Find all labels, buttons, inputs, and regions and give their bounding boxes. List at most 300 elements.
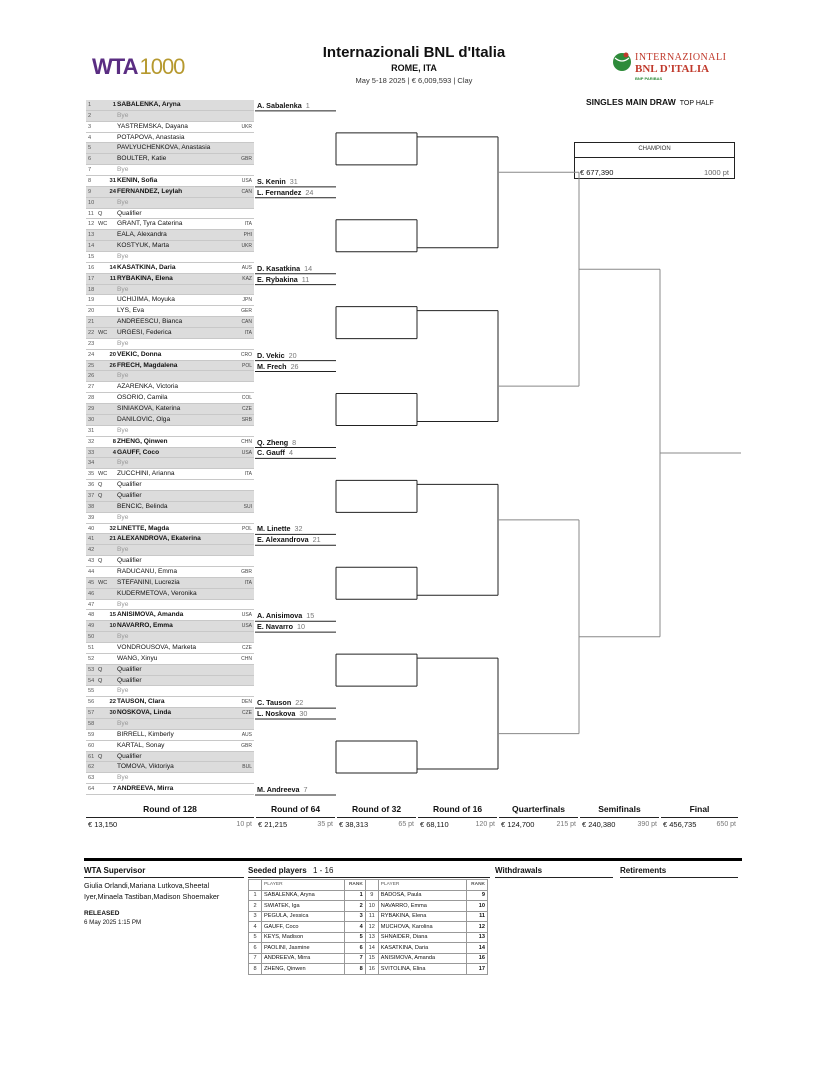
draw-position: 64 bbox=[88, 786, 95, 793]
draw-position: 63 bbox=[88, 775, 95, 782]
player-name: POTAPOVA, Anastasia bbox=[117, 133, 185, 141]
player-name: ALEXANDROVA, Ekaterina bbox=[117, 535, 201, 543]
player-name: RADUCANU, Emma bbox=[117, 567, 178, 575]
draw-position: 36 bbox=[88, 482, 95, 489]
seed-rank: 14 bbox=[467, 943, 488, 954]
draw-position: 13 bbox=[88, 232, 95, 239]
seed-num: 10 bbox=[365, 901, 378, 912]
seeded-title-text: Seeded players bbox=[248, 866, 307, 875]
winner-name: M. Andreeva bbox=[257, 785, 300, 795]
draw-position: 49 bbox=[88, 623, 95, 630]
nationality: CRO bbox=[240, 351, 252, 358]
seed-num: 12 bbox=[365, 922, 378, 933]
nationality: PHI bbox=[243, 232, 252, 239]
winner-name: L. Fernandez bbox=[257, 187, 302, 197]
draw-position: 5 bbox=[88, 145, 92, 152]
nationality: GER bbox=[241, 308, 252, 315]
draw-position: 59 bbox=[88, 731, 95, 738]
player-name: SABALENKA, Aryna bbox=[117, 101, 181, 108]
winner-seed: 21 bbox=[312, 535, 321, 545]
logo-sponsor: BNP PARIBAS bbox=[635, 76, 663, 81]
nationality: ITA bbox=[244, 579, 252, 586]
player-name: Qualifier bbox=[117, 752, 142, 760]
bye-label: Bye bbox=[117, 111, 129, 119]
entry-type: Q bbox=[98, 482, 103, 489]
seed-num: 15 bbox=[365, 953, 378, 964]
seed-row bbox=[249, 932, 488, 943]
seeded-players-table bbox=[248, 879, 488, 975]
ranking-points: 35 pt bbox=[317, 821, 333, 828]
seed-player: MUCHOVA, Karolina bbox=[378, 922, 466, 933]
player-name: SINIAKOVA, Katerina bbox=[117, 405, 181, 413]
round-header: Final bbox=[661, 802, 738, 818]
entry-type: WC bbox=[98, 471, 108, 478]
player-name: DANILOVIC, Olga bbox=[117, 415, 171, 423]
seed-rank: 6 bbox=[344, 943, 365, 954]
player-name: ZUCCHINI, Arianna bbox=[117, 470, 175, 478]
draw-position: 38 bbox=[88, 503, 95, 510]
nationality: UKR bbox=[241, 123, 252, 130]
nationality: CHN bbox=[241, 438, 252, 445]
player-name: NOSKOVA, Linda bbox=[117, 709, 172, 717]
seed-player: PEGULA, Jessica bbox=[262, 911, 345, 922]
bye-label: Bye bbox=[117, 774, 129, 782]
seed-number: 15 bbox=[109, 612, 116, 619]
draw-half: TOP HALF bbox=[679, 100, 714, 107]
entry-type: Q bbox=[98, 666, 103, 673]
bye-label: Bye bbox=[117, 339, 129, 347]
tournament-title: Internazionali BNL d'Italia bbox=[322, 44, 506, 61]
nationality: USA bbox=[241, 178, 252, 185]
entry-type: Q bbox=[98, 677, 103, 684]
player-name: ZHENG, Qinwen bbox=[117, 437, 168, 445]
seed-rank: 2 bbox=[344, 901, 365, 912]
winner-seed: 24 bbox=[305, 187, 314, 197]
player-name: STEFANINI, Lucrezia bbox=[117, 578, 180, 586]
seed-num: 3 bbox=[249, 911, 262, 922]
footer-divider bbox=[84, 858, 742, 861]
prize-money: € 456,735 bbox=[663, 820, 697, 829]
seed-number: 7 bbox=[112, 786, 116, 793]
champion-money: € 677,390 bbox=[580, 168, 614, 177]
draw-position: 61 bbox=[88, 753, 95, 760]
ranking-points: 120 pt bbox=[475, 821, 495, 828]
player-name: Qualifier bbox=[117, 665, 142, 673]
seed-rank: 12 bbox=[467, 922, 488, 933]
seed-row bbox=[249, 922, 488, 933]
seed-col-rank: RANK bbox=[467, 880, 488, 891]
entry-type: Q bbox=[98, 753, 103, 760]
draw-position: 53 bbox=[88, 666, 95, 673]
player-name: BOULTER, Katie bbox=[117, 155, 167, 163]
seed-num: 14 bbox=[365, 943, 378, 954]
player-name: URGESI, Federica bbox=[117, 329, 172, 337]
bye-label: Bye bbox=[117, 426, 129, 434]
logo-line1: INTERNAZIONALI bbox=[635, 52, 727, 63]
round-prize bbox=[661, 819, 738, 831]
seed-number: 24 bbox=[109, 188, 116, 195]
seed-num: 11 bbox=[365, 911, 378, 922]
seed-player: RYBAKINA, Elena bbox=[378, 911, 466, 922]
draw-position: 18 bbox=[88, 286, 95, 293]
winner-seed: 30 bbox=[299, 709, 308, 719]
entry-type: Q bbox=[98, 492, 103, 499]
seed-player: BADOSA, Paula bbox=[378, 890, 466, 901]
bye-label: Bye bbox=[117, 546, 129, 554]
nationality: USA bbox=[241, 612, 252, 619]
prize-money: € 21,215 bbox=[258, 820, 288, 829]
winner-name: D. Vekic bbox=[257, 350, 285, 360]
bye-label: Bye bbox=[117, 285, 129, 293]
tournament-dates: May 5-18 2025 | € 6,009,593 | Clay bbox=[355, 76, 473, 85]
winner-name: E. Navarro bbox=[257, 622, 293, 632]
draw-position: 60 bbox=[88, 742, 95, 749]
nationality: POL bbox=[241, 525, 252, 532]
winner-seed: 15 bbox=[306, 611, 315, 621]
bye-label: Bye bbox=[117, 600, 129, 608]
nationality: GBR bbox=[241, 568, 252, 575]
seed-player: ANISIMOVA, Amanda bbox=[378, 953, 466, 964]
entry-type: WC bbox=[98, 579, 108, 586]
draw-position: 9 bbox=[88, 188, 92, 195]
player-name: ANISIMOVA, Amanda bbox=[117, 611, 184, 619]
seed-player: ANDREEVA, Mirra bbox=[262, 953, 345, 964]
player-name: KASATKINA, Daria bbox=[117, 263, 176, 271]
seed-player: SVITOLINA, Elina bbox=[378, 964, 466, 975]
draw-position: 32 bbox=[88, 438, 95, 445]
nationality: AUS bbox=[241, 264, 252, 271]
seed-row bbox=[249, 911, 488, 922]
draw-position: 3 bbox=[88, 123, 92, 130]
draw-position: 25 bbox=[88, 362, 95, 369]
nationality: CHN bbox=[241, 655, 252, 662]
round-header: Round of 16 bbox=[418, 802, 497, 818]
seed-col-rank: RANK bbox=[344, 880, 365, 891]
nationality: ITA bbox=[244, 330, 252, 337]
seed-num: 1 bbox=[249, 890, 262, 901]
round-header: Round of 32 bbox=[337, 802, 416, 818]
bye-label: Bye bbox=[117, 372, 129, 380]
supervisor-title: WTA Supervisor bbox=[84, 866, 146, 875]
player-name: ANDREESCU, Bianca bbox=[117, 318, 183, 326]
nationality: CAN bbox=[241, 319, 252, 326]
seed-rank: 10 bbox=[467, 901, 488, 912]
seed-rank: 1 bbox=[344, 890, 365, 901]
nationality: COL bbox=[241, 395, 252, 402]
nationality: GBR bbox=[241, 156, 252, 163]
seed-number: 14 bbox=[109, 264, 116, 271]
seed-number: 1 bbox=[112, 102, 116, 108]
winner-seed: 22 bbox=[295, 698, 304, 708]
round-prize bbox=[580, 819, 659, 831]
seed-player: NAVARRO, Emma bbox=[378, 901, 466, 912]
player-name: FRECH, Magdalena bbox=[117, 361, 178, 369]
seed-number: 4 bbox=[112, 449, 116, 456]
draw-position: 57 bbox=[88, 710, 95, 717]
player-name: GAUFF, Coco bbox=[117, 448, 160, 456]
player-name: TAUSON, Clara bbox=[117, 698, 165, 706]
seed-rank: 5 bbox=[344, 932, 365, 943]
seed-number: 10 bbox=[109, 623, 116, 630]
player-name: TOMOVA, Viktoriya bbox=[117, 763, 174, 771]
player-name: Qualifier bbox=[117, 491, 142, 499]
player-name: BIRRELL, Kimberly bbox=[117, 730, 174, 738]
nationality: CAN bbox=[241, 188, 252, 195]
seed-number: 21 bbox=[109, 536, 116, 543]
supervisor-names: Giulia Orlandi,Mariana Lutkova,Sheetal Iyer,Minaela Tastiban,Madison Shoemaker bbox=[84, 881, 220, 901]
draw-position: 44 bbox=[88, 568, 95, 575]
draw-position: 1 bbox=[88, 102, 92, 108]
draw-position: 4 bbox=[88, 134, 92, 141]
seed-rank: 11 bbox=[467, 911, 488, 922]
draw-position: 56 bbox=[88, 699, 95, 706]
draw-position: 27 bbox=[88, 384, 95, 391]
draw-position: 23 bbox=[88, 340, 95, 347]
draw-position: 35 bbox=[88, 471, 95, 478]
prize-money: € 124,700 bbox=[501, 820, 535, 829]
seed-col-player: PLAYER bbox=[378, 880, 466, 891]
winner-name: A. Anisimova bbox=[257, 611, 303, 621]
retirements-title: Retirements bbox=[620, 866, 667, 875]
draw-position: 39 bbox=[88, 514, 95, 521]
seed-number: 26 bbox=[109, 362, 116, 369]
player-name: YASTREMSKA, Dayana bbox=[117, 122, 188, 130]
ranking-points: 10 pt bbox=[236, 821, 252, 828]
seed-row bbox=[249, 953, 488, 964]
winner-name: C. Tauson bbox=[257, 698, 292, 708]
winner-name: M. Frech bbox=[257, 361, 287, 371]
seed-num: 16 bbox=[365, 964, 378, 975]
player-name: AZARENKA, Victoria bbox=[117, 383, 179, 391]
nationality: CZE bbox=[242, 406, 252, 413]
seeded-range: 1 - 16 bbox=[312, 866, 334, 875]
nationality: JPN bbox=[242, 297, 252, 304]
nationality: ITA bbox=[244, 221, 252, 228]
ranking-points: 215 pt bbox=[556, 821, 576, 828]
seed-number: 22 bbox=[109, 699, 116, 706]
prize-money: € 38,313 bbox=[339, 820, 369, 829]
seed-num: 9 bbox=[365, 890, 378, 901]
seed-player: KEYS, Madison bbox=[262, 932, 345, 943]
winner-seed: 8 bbox=[292, 437, 297, 447]
nationality: UKR bbox=[241, 243, 252, 250]
draw-position: 46 bbox=[88, 590, 95, 597]
draw-position: 7 bbox=[88, 167, 92, 174]
tournament-city: ROME, ITA bbox=[391, 63, 437, 73]
draw-position: 15 bbox=[88, 254, 95, 261]
draw-position: 14 bbox=[88, 243, 95, 250]
draw-position: 51 bbox=[88, 644, 95, 651]
seed-row bbox=[249, 964, 488, 975]
winner-name: S. Kenin bbox=[257, 176, 286, 186]
player-name: KUDERMETOVA, Veronika bbox=[117, 589, 197, 597]
released-label: RELEASED bbox=[84, 910, 120, 917]
nationality: GBR bbox=[241, 742, 252, 749]
bye-label: Bye bbox=[117, 459, 129, 467]
nationality: BUL bbox=[242, 764, 252, 771]
seed-number: 30 bbox=[109, 710, 116, 717]
entry-type: WC bbox=[98, 330, 108, 337]
draw-position: 30 bbox=[88, 416, 95, 423]
seed-rank: 17 bbox=[467, 964, 488, 975]
seed-num: 5 bbox=[249, 932, 262, 943]
round-prize bbox=[499, 819, 578, 831]
draw-position: 19 bbox=[88, 297, 95, 304]
draw-position: 42 bbox=[88, 547, 95, 554]
seed-number: 11 bbox=[109, 275, 116, 282]
draw-position: 55 bbox=[88, 688, 95, 695]
ranking-points: 650 pt bbox=[716, 821, 736, 828]
bye-label: Bye bbox=[117, 253, 129, 261]
draw-position: 17 bbox=[88, 275, 95, 282]
draw-position: 47 bbox=[88, 601, 95, 608]
bye-label: Bye bbox=[117, 719, 129, 727]
player-name: Qualifier bbox=[117, 481, 142, 489]
player-name: KARTAL, Sonay bbox=[117, 741, 165, 749]
round-prize bbox=[337, 819, 416, 831]
winner-seed: 7 bbox=[303, 785, 308, 795]
nationality: SRB bbox=[241, 416, 252, 423]
winner-name: Q. Zheng bbox=[257, 437, 289, 447]
seed-number: 20 bbox=[109, 351, 116, 358]
seed-number: 31 bbox=[109, 178, 116, 185]
draw-position: 48 bbox=[88, 612, 95, 619]
seed-rank: 16 bbox=[467, 953, 488, 964]
nationality: USA bbox=[241, 623, 252, 630]
player-name: KENIN, Sofia bbox=[117, 177, 158, 185]
draw-position: 40 bbox=[88, 525, 95, 532]
seed-player: GAUFF, Coco bbox=[262, 922, 345, 933]
seed-player: SWIATEK, Iga bbox=[262, 901, 345, 912]
prize-money: € 13,150 bbox=[88, 820, 118, 829]
seed-rank: 7 bbox=[344, 953, 365, 964]
winner-seed: 1 bbox=[305, 100, 310, 110]
draw-position: 34 bbox=[88, 460, 95, 467]
winner-seed: 11 bbox=[301, 274, 310, 284]
seed-num: 7 bbox=[249, 953, 262, 964]
player-name: WANG, Xinyu bbox=[117, 654, 158, 662]
seed-rank: 4 bbox=[344, 922, 365, 933]
seed-rank: 8 bbox=[344, 964, 365, 975]
draw-position: 43 bbox=[88, 558, 95, 565]
draw-position: 45 bbox=[88, 579, 95, 586]
winner-name: C. Gauff bbox=[257, 448, 285, 458]
draw-position: 37 bbox=[88, 492, 95, 499]
nationality: SUI bbox=[243, 503, 252, 510]
bye-label: Bye bbox=[117, 513, 129, 521]
entry-type: Q bbox=[98, 558, 103, 565]
seed-row bbox=[249, 890, 488, 901]
round-prize bbox=[418, 819, 497, 831]
winner-seed: 20 bbox=[288, 350, 297, 360]
seed-player: KASATKINA, Daria bbox=[378, 943, 466, 954]
nationality: POL bbox=[241, 362, 252, 369]
wta-logo-text: WTA bbox=[92, 54, 138, 79]
draw-position: 58 bbox=[88, 720, 95, 727]
draw-title: SINGLES MAIN DRAW bbox=[586, 97, 676, 107]
player-name: NAVARRO, Emma bbox=[117, 622, 173, 630]
winner-seed: 14 bbox=[304, 263, 313, 273]
draw-position: 54 bbox=[88, 677, 95, 684]
winner-name: E. Rybakina bbox=[257, 274, 298, 284]
seed-rank: 13 bbox=[467, 932, 488, 943]
player-name: FERNANDEZ, Leylah bbox=[117, 187, 183, 195]
draw-position: 21 bbox=[88, 319, 95, 326]
draw-position: 24 bbox=[88, 351, 95, 358]
draw-position: 12 bbox=[88, 221, 95, 228]
round-header: Round of 128 bbox=[86, 802, 254, 818]
round-header: Semifinals bbox=[580, 802, 659, 818]
wta-logo-level: 1000 bbox=[139, 54, 185, 79]
draw-position: 41 bbox=[88, 536, 95, 543]
player-name: UCHIJIMA, Moyuka bbox=[117, 296, 175, 304]
winner-seed: 31 bbox=[289, 176, 298, 186]
round-prize-table bbox=[86, 802, 740, 831]
player-name: VEKIC, Donna bbox=[117, 350, 162, 358]
winner-seed: 10 bbox=[296, 622, 305, 632]
champion-points: 1000 pt bbox=[703, 168, 729, 177]
round-prize bbox=[256, 819, 335, 831]
player-name: ANDREEVA, Mirra bbox=[117, 785, 174, 793]
draw-position: 10 bbox=[88, 199, 95, 206]
seed-player: SABALENKA, Aryna bbox=[262, 890, 345, 901]
draw-position: 52 bbox=[88, 655, 95, 662]
player-name: LYS, Eva bbox=[117, 307, 144, 315]
player-name: RYBAKINA, Elena bbox=[117, 274, 173, 282]
seed-num: 2 bbox=[249, 901, 262, 912]
bye-label: Bye bbox=[117, 633, 129, 641]
seed-num: 4 bbox=[249, 922, 262, 933]
entry-type: Q bbox=[98, 210, 103, 217]
draw-position: 28 bbox=[88, 395, 95, 402]
seed-rank: 3 bbox=[344, 911, 365, 922]
seed-number: 8 bbox=[112, 438, 116, 445]
player-name: LINETTE, Magda bbox=[117, 524, 170, 532]
nationality: AUS bbox=[241, 731, 252, 738]
bye-label: Bye bbox=[117, 687, 129, 695]
draw-position: 50 bbox=[88, 634, 95, 641]
player-name: PAVLYUCHENKOVA, Anastasia bbox=[117, 144, 211, 152]
winner-name: E. Alexandrova bbox=[257, 535, 309, 545]
draw-position: 16 bbox=[88, 264, 95, 271]
draw-position: 20 bbox=[88, 308, 95, 315]
draw-position: 26 bbox=[88, 373, 95, 380]
player-name: BENCIC, Belinda bbox=[117, 502, 168, 510]
ranking-points: 390 pt bbox=[637, 821, 657, 828]
entry-type: WC bbox=[98, 221, 108, 228]
winner-name: D. Kasatkina bbox=[257, 263, 301, 273]
ranking-points: 65 pt bbox=[398, 821, 414, 828]
draw-position: 29 bbox=[88, 406, 95, 413]
seed-player: SHNAIDER, Diana bbox=[378, 932, 466, 943]
nationality: ITA bbox=[244, 471, 252, 478]
draw-position: 62 bbox=[88, 764, 95, 771]
winner-name: L. Noskova bbox=[257, 709, 296, 719]
seed-rank: 9 bbox=[467, 890, 488, 901]
draw-position: 11 bbox=[88, 210, 94, 217]
seed-row bbox=[249, 901, 488, 912]
released-date: 6 May 2025 1:15 PM bbox=[84, 919, 142, 926]
winner-seed: 32 bbox=[294, 524, 303, 534]
winner-seed: 26 bbox=[290, 361, 299, 371]
player-name: OSORIO, Camila bbox=[117, 394, 168, 402]
nationality: USA bbox=[241, 449, 252, 456]
seed-num: 6 bbox=[249, 943, 262, 954]
prize-money: € 68,110 bbox=[420, 820, 449, 829]
player-name: GRANT, Tyra Caterina bbox=[117, 220, 183, 228]
nationality: DEN bbox=[241, 699, 252, 706]
seed-player: ZHENG, Qinwen bbox=[262, 964, 345, 975]
